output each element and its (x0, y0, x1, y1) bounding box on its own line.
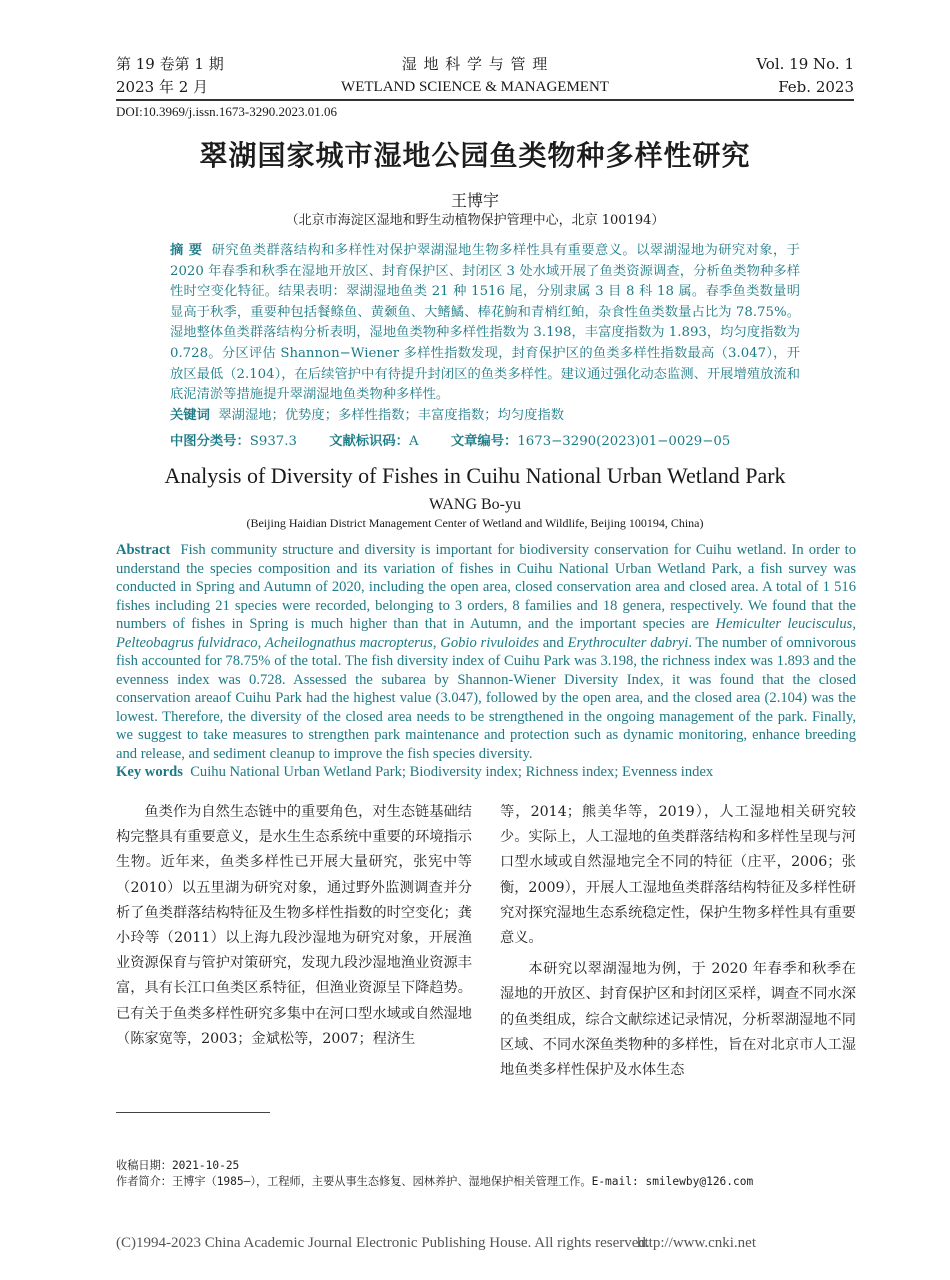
body-paragraph: 本研究以翠湖湿地为例，于 2020 年春季和秋季在湿地的开放区、封育保护区和封闭区采样，调查不同水深的鱼类组成，综合文献综述记录情况，分析翠湖湿地不同区域、不同水深鱼类物种的多样性，旨在对北京市人工湿地鱼类多样性保护及水体生态 (500, 961, 856, 1079)
keywords-en-text: Cuihu National Urban Wetland Park; Biodiversity index; Richness index; Evenness index (190, 764, 714, 780)
abstract-cn-label: 摘 要 (170, 243, 203, 258)
clc-label: 中图分类号： (170, 434, 250, 449)
author-en: WANG Bo-yu (429, 496, 521, 513)
volume-issue-cn: 第 19 卷第 1 期 (116, 55, 224, 73)
footnote-rule (116, 1112, 270, 1113)
cnki-link[interactable]: http://www.cnki.net (637, 1235, 757, 1251)
species-2: Pelteobagrus fulvidraco (116, 634, 258, 651)
abstract-en-label: Abstract (116, 542, 171, 558)
received-date: 收稿日期：2021-10-25 (116, 1159, 240, 1172)
species-4: Gobio rivuloides (440, 634, 539, 651)
author-bio: 作者简介：王博宇（1985—），工程师，主要从事生态修复、园林养护、湿地保护相关管理工作。E-mail: smilewby@126.com (116, 1175, 754, 1188)
separator: and (538, 634, 568, 651)
author-cn: 王博宇 (450, 191, 499, 210)
title-cn: 翠湖国家城市湿地公园鱼类物种多样性研究 (199, 139, 751, 172)
article-number-label: 文章编号： (450, 434, 518, 449)
clc-value: S937.3 (249, 434, 297, 449)
separator: , (257, 634, 266, 651)
abstract-en (116, 541, 856, 782)
keywords-cn-text: 翠湖湿地；优势度；多样性指数；丰富度指数；均匀度指数 (218, 407, 565, 423)
body-column-right (500, 800, 856, 1083)
copyright-notice: (C)1994-2023 China Academic Journal Electronic Publishing House. All rights reserved. (116, 1235, 650, 1251)
header-rule (116, 99, 854, 101)
species-5: Erythroculter dabryi (567, 634, 689, 651)
separator: , (852, 616, 856, 632)
doc-code-value: A (408, 434, 419, 449)
body-paragraph-continued: 等，2014；熊美华等，2019），人工湿地相关研究较少。实际上，人工湿地的鱼类群落结构和多样性呈现与河口型水域或自然湿地完全不同的特征（庄平，2006；张衡，2009），开展人工湿地鱼类群落结构特征及多样性研究对探究湿地生态系统稳定性，保护生物多样性具有重要意义。 (500, 804, 856, 947)
classification-line (170, 430, 758, 449)
journal-name-en: WETLAND SCIENCE & MANAGEMENT (341, 79, 609, 95)
abstract-en-text-1: Fish community structure and diversity is important for biodiversity conservation for Cuihu wetland. In order to understand the species composition and its variation of fishes in Cuihu National Urban Wetland Park, a fish survey was conducted in Spring and Autumn of 2020, including the open area, closed conservation area and closed area. A total of 1 516 fishes including 21 species were recorded, belonging to 3 orders, 8 families and 18 genera, respectively. We found that the numbers of fishes in Spring is much higher than that in Autumn, and the important species are (116, 542, 857, 632)
abstract-en-text-2: . The number of omnivorous fish accounted for 78.75% of the total. The fish diversity index of Cuihu Park was 3.198, the richness index was 1.893 and the evenness index was 0.728. Assessed the subarea by Shannon-Wiener Diversity Index, it was found that the closed conservation areaof Cuihu Park had the highest value (3.047), followed by the open area, and the closed area (2.104) was the lowest. Therefore, the diversity of the closed area needs to be strengthened in the ongoing management of the park. Finally, we suggest to take measures to strengthen park maintenance and protection such as dynamic monitoring, enhance breeding and release, and sediment cleanup to improve the fish species diversity. (116, 634, 856, 762)
affiliation-en: (Beijing Haidian District Management Center of Wetland and Wildlife, Beijing 100194, China) (246, 516, 704, 530)
date-en: Feb. 2023 (778, 78, 854, 96)
volume-issue-en: Vol. 19 No. 1 (756, 55, 854, 73)
affiliation-cn: （北京市海淀区湿地和野生动植物保护管理中心，北京 100194） (285, 213, 665, 228)
doc-code-label: 文献标识码： (329, 434, 409, 449)
species-3: Acheilognathus macropterus (265, 634, 433, 651)
body-paragraph: 鱼类作为自然生态链中的重要角色，对生态链基础结构完整具有重要意义，是水生生态系统中重要的环境指示生物。近年来，鱼类多样性已开展大量研究，张宪中等（2010）以五里湖为研究对象，通过野外监测调查并分析了鱼类群落结构特征及生物多样性指数的时空变化；龚小玲等（2011）以上海九段沙湿地为研究对象，开展渔业资源保育与管护对策研究，发现九段沙湿地渔业资源丰富，具有长江口鱼类区系特征，但渔业资源呈下降趋势。已有关于鱼类多样性研究多集中在河口型水域或自然湿地（陈家宽等，2003；金斌松等，2007；程济生 (116, 804, 472, 1047)
journal-name-cn: 湿 地 科 学 与 管 理 (401, 55, 549, 73)
species-1: Hemiculter leucisculus (715, 616, 853, 632)
abstract-cn-text: 研究鱼类群落结构和多样性对保护翠湖湿地生物多样性具有重要意义。以翠湖湿地为研究对象，于 2020 年春季和秋季在湿地开放区、封育保护区、封闭区 3 处水域开展了鱼类资源调查，分析鱼类物种多样性时空变化特征。结果表明：翠湖湿地鱼类 21 种 1516 尾，分别隶属 3 目 8 科 18 属。春季鱼类数量明显高于秋季，重要种包括餐鲦鱼、黄颡鱼、大鳍鱊、棒花鮈和青梢红鲌，杂食性鱼类数量占比为 78.75%。湿地整体鱼类群落结构分析表明，湿地鱼类物种多样性指数为 3.198，丰富度指数为 1.893，均匀度指数为 0.728。分区评估 Shannon−Wiener 多样性指数发现，封育保护区的鱼类多样性指数最高（3.047），开放区最低（2.104），在后续管护中有待提升封闭区的鱼类多样性。建议通过强化动态监测、开展增殖放流和底泥清淤等措施提升翠湖湿地鱼类物种多样性。 (170, 243, 800, 403)
keywords-cn-label: 关键词 (170, 407, 210, 423)
date-cn: 2023 年 2 月 (116, 78, 209, 96)
article-number-value: 1673−3290(2023)01−0029−05 (517, 434, 731, 449)
separator: , (432, 634, 441, 651)
doi: DOI:10.3969/j.issn.1673-3290.2023.01.06 (116, 104, 337, 119)
title-en: Analysis of Diversity of Fishes in Cuihu National Urban Wetland Park (164, 463, 786, 488)
abstract-cn (170, 241, 800, 426)
body-column-left (116, 800, 472, 1052)
keywords-en-label: Key words (116, 764, 183, 780)
